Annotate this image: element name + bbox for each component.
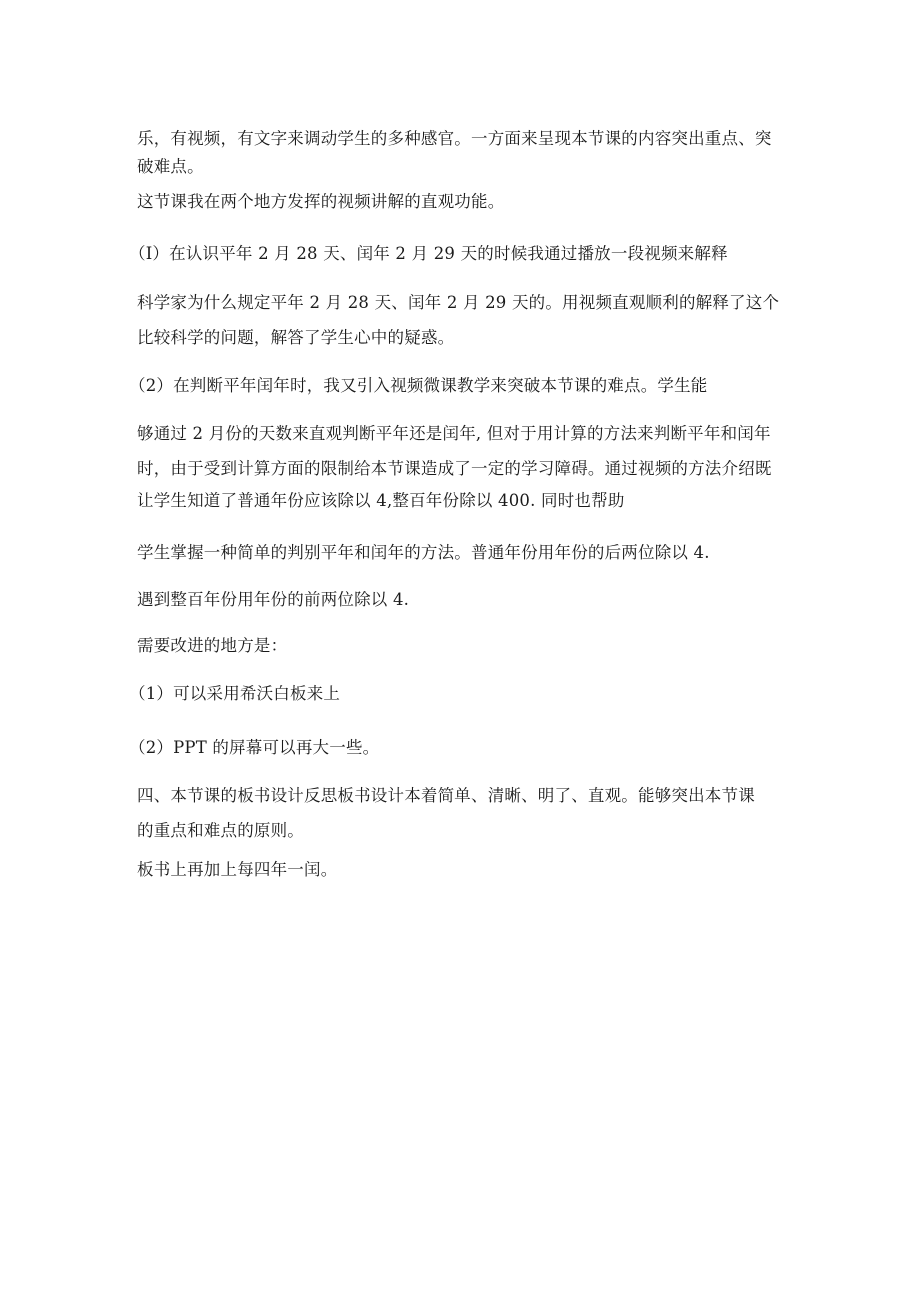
text-line-5: 科学家为什么规定平年 2 月 28 天、闰年 2 月 29 天的。用视频直观顺利的解释了这个 [137,293,780,312]
text-line-4: （I）在认识平年 2 月 28 天、闰年 2 月 29 天的时候我通过播放一段视频来解释 [129,244,728,263]
text-line-10: 让学生知道了普通年份应该除以 4,整百年份除以 400. 同时也帮助 [137,491,625,510]
text-line-2: 破难点。 [137,157,204,176]
text-line-13: 需要改进的地方是： [137,636,288,655]
text-line-15: （2）PPT 的屏幕可以再大一些。 [129,738,380,757]
text-line-9: 时，由于受到计算方面的限制给本节课造成了一定的学习障碍。通过视频的方法介绍既 [137,459,772,478]
text-line-16: 四、本节课的板书设计反思板书设计本着简单、清晰、明了、直观。能够突出本节课 [137,786,755,805]
text-line-14: （1）可以采用希沃白板来上 [129,684,341,703]
text-line-6: 比较科学的问题，解答了学生心中的疑惑。 [137,328,455,347]
text-line-3: 这节课我在两个地方发挥的视频讲解的直观功能。 [137,192,505,211]
text-line-17: 的重点和难点的原则。 [137,821,304,840]
text-line-8: 够通过 2 月份的天数来直观判断平年还是闰年, 但对于用计算的方法来判断平年和闰年 [137,424,771,443]
text-line-11: 学生掌握一种简单的判别平年和闰年的方法。普通年份用年份的后两位除以 4. [137,543,710,562]
text-line-12: 遇到整百年份用年份的前两位除以 4. [137,590,410,609]
text-line-18: 板书上再加上每四年一闰。 [137,860,338,879]
text-line-1: 乐，有视频，有文字来调动学生的多种感官。一方面来呈现本节课的内容突出重点、突 [137,129,772,148]
text-line-7: （2）在判断平年闰年时，我又引入视频微课教学来突破本节课的难点。学生能 [129,376,708,395]
